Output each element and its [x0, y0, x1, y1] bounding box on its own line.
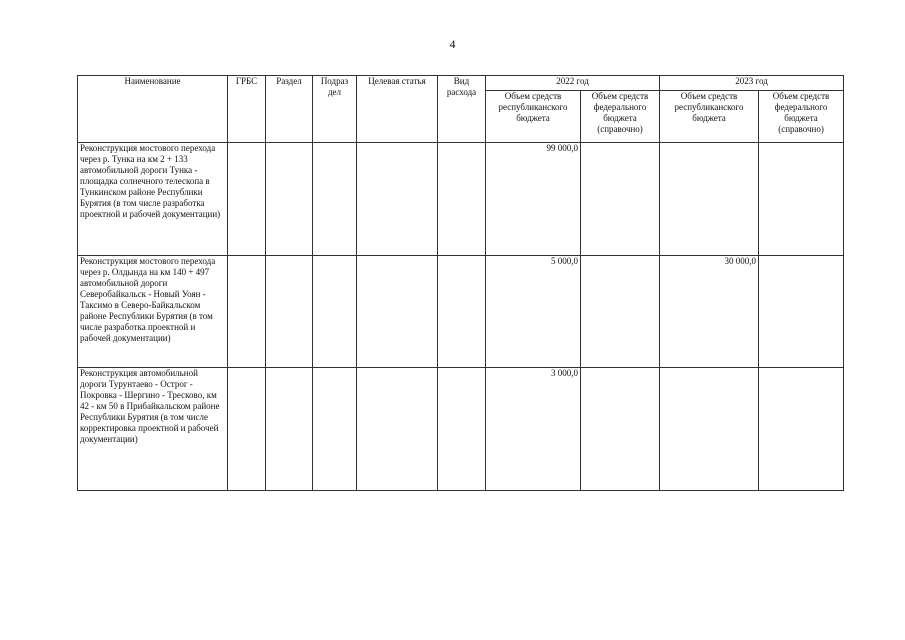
header-expense-type: Вид расхода [438, 76, 486, 143]
grbs-cell [228, 256, 266, 368]
header-grbs: ГРБС [228, 76, 266, 143]
header-federal-2023: Объем средств федерального бюджета (справочно) [759, 91, 844, 143]
grbs-cell [228, 143, 266, 256]
republican-2022-cell: 99 000,0 [486, 143, 581, 256]
header-razdel: Раздел [266, 76, 313, 143]
row-name-cell: Реконструкция мостового перехода через р. Тунка на км 2 + 133 автомобильной дороги Тунка - площадка солнечного телескопа в Тункинском районе Республики Бурятия (в том числе разработка проектной и рабочей документации) [78, 143, 228, 256]
federal-2023-cell [759, 143, 844, 256]
budget-table [77, 75, 844, 491]
header-podrazdel: Подраз дел [313, 76, 357, 143]
podrazdel-cell [313, 368, 357, 491]
header-federal-2022: Объем средств федерального бюджета (справочно) [581, 91, 660, 143]
header-year-2023: 2023 год [660, 76, 844, 91]
header-target-article: Целевая статья [357, 76, 438, 143]
target-cell [357, 256, 438, 368]
federal-2022-cell [581, 256, 660, 368]
row-name-cell: Реконструкция автомобильной дороги Турунтаево - Острог - Покровка - Шергино - Тресково, км 42 - км 50 в Прибайкальском районе Республики Бурятия (в том числе корректировка проектной и рабочей документации) [78, 368, 228, 491]
federal-2023-cell [759, 368, 844, 491]
header-name: Наименование [78, 76, 228, 143]
table-row [78, 256, 844, 368]
target-cell [357, 368, 438, 491]
podrazdel-cell [313, 143, 357, 256]
republican-2023-cell: 30 000,0 [660, 256, 759, 368]
header-year-2022: 2022 год [486, 76, 660, 91]
expense-type-cell [438, 368, 486, 491]
expense-type-cell [438, 256, 486, 368]
razdel-cell [266, 143, 313, 256]
republican-2023-cell [660, 143, 759, 256]
target-cell [357, 143, 438, 256]
federal-2022-cell [581, 143, 660, 256]
razdel-cell [266, 256, 313, 368]
header-republican-2022: Объем средств республиканского бюджета [486, 91, 581, 143]
podrazdel-cell [313, 256, 357, 368]
federal-2022-cell [581, 368, 660, 491]
federal-2023-cell [759, 256, 844, 368]
expense-type-cell [438, 143, 486, 256]
header-republican-2023: Объем средств республиканского бюджета [660, 91, 759, 143]
republican-2022-cell: 5 000,0 [486, 256, 581, 368]
row-name-cell: Реконструкция мостового перехода через р. Олдында на км 140 + 497 автомобильной дороги Северобайкальск - Новый Уоян - Таксимо в Северо-Байкальском районе Республики Бурятия (в том числе разработка проектной и рабочей документации) [78, 256, 228, 368]
table-row [78, 368, 844, 491]
republican-2022-cell: 3 000,0 [486, 368, 581, 491]
table-row [78, 143, 844, 256]
razdel-cell [266, 368, 313, 491]
grbs-cell [228, 368, 266, 491]
page-number: 4 [449, 37, 456, 51]
republican-2023-cell [660, 368, 759, 491]
